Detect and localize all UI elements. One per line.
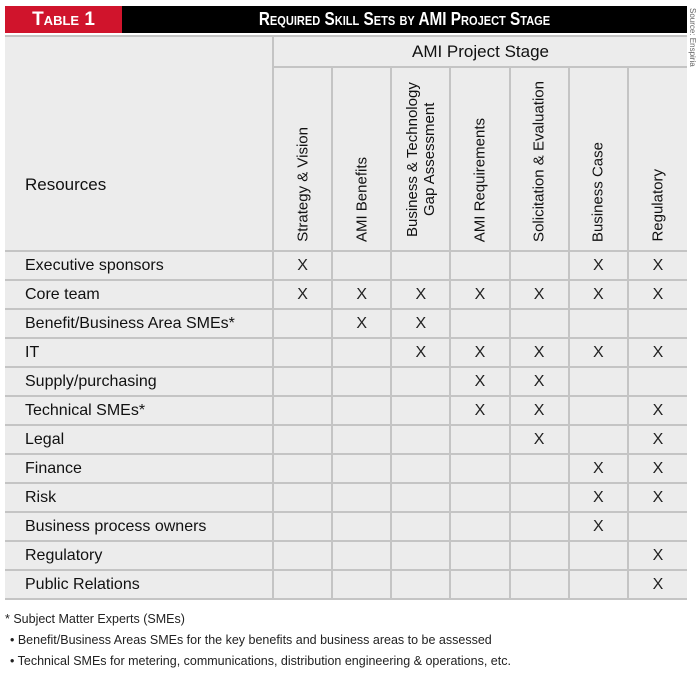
- stage-cell: [391, 570, 450, 599]
- stage-cell: [391, 483, 450, 512]
- table-row: [5, 251, 687, 280]
- stage-cell: [273, 483, 332, 512]
- stage-cell: [273, 309, 332, 338]
- table-row: [5, 483, 687, 512]
- stage-cell: [332, 338, 391, 367]
- stage-cell: [273, 454, 332, 483]
- table-row: [5, 512, 687, 541]
- column-header: [569, 67, 628, 251]
- skills-table: [5, 35, 687, 600]
- stage-cell: [273, 541, 332, 570]
- stage-cell: [450, 425, 509, 454]
- stage-cell: [391, 425, 450, 454]
- stage-cell: [332, 541, 391, 570]
- table-row: [5, 396, 687, 425]
- stage-cell: X: [569, 454, 628, 483]
- column-header-label: Strategy & Vision: [294, 127, 312, 242]
- stage-cell: [510, 454, 569, 483]
- resource-label: Supply/purchasing: [5, 367, 273, 396]
- stage-cell: [332, 483, 391, 512]
- stage-cell: X: [450, 280, 509, 309]
- stage-cell: [510, 512, 569, 541]
- stage-cell: [510, 483, 569, 512]
- stage-cell: X: [391, 280, 450, 309]
- footnote-benefit: • Benefit/Business Areas SMEs for the key benefits and business areas to be assessed: [10, 633, 492, 647]
- stage-cell: X: [628, 396, 687, 425]
- table-row: [5, 309, 687, 338]
- stage-cell: X: [628, 338, 687, 367]
- stage-cell: [510, 541, 569, 570]
- stage-cell: [510, 309, 569, 338]
- stage-cell: X: [450, 396, 509, 425]
- resource-label: Technical SMEs*: [5, 396, 273, 425]
- stage-cell: [391, 367, 450, 396]
- column-header-label: Regulatory: [649, 169, 667, 242]
- column-header: [391, 67, 450, 251]
- stage-cell: [450, 251, 509, 280]
- stage-cell: X: [569, 483, 628, 512]
- stage-cell: [273, 570, 332, 599]
- footnote-sme: * Subject Matter Experts (SMEs): [5, 612, 185, 626]
- stage-cell: [628, 309, 687, 338]
- stage-cell: X: [569, 251, 628, 280]
- stage-cell: [628, 367, 687, 396]
- resource-label: Benefit/Business Area SMEs*: [5, 309, 273, 338]
- resource-label: Core team: [5, 280, 273, 309]
- table-row: [5, 541, 687, 570]
- stage-cell: [332, 396, 391, 425]
- stage-cell: X: [510, 396, 569, 425]
- stage-cell: X: [450, 367, 509, 396]
- stage-cell: X: [628, 570, 687, 599]
- stage-cell: X: [332, 280, 391, 309]
- stage-cell: [628, 512, 687, 541]
- resource-label: Public Relations: [5, 570, 273, 599]
- stage-cell: [332, 454, 391, 483]
- stage-cell: X: [273, 251, 332, 280]
- stage-cell: [391, 454, 450, 483]
- resources-header: Resources: [5, 36, 273, 251]
- stage-cell: [273, 425, 332, 454]
- resource-label: Executive sponsors: [5, 251, 273, 280]
- stage-cell: [273, 512, 332, 541]
- stage-cell: X: [569, 280, 628, 309]
- stage-cell: [450, 570, 509, 599]
- stage-cell: X: [391, 338, 450, 367]
- stage-cell: X: [510, 425, 569, 454]
- stage-cell: X: [391, 309, 450, 338]
- stage-cell: [569, 425, 628, 454]
- stage-cell: [332, 251, 391, 280]
- resource-label: Regulatory: [5, 541, 273, 570]
- stage-cell: [391, 512, 450, 541]
- stage-cell: X: [628, 454, 687, 483]
- stage-cell: [332, 512, 391, 541]
- stage-cell: [332, 367, 391, 396]
- stage-cell: [450, 512, 509, 541]
- title-bar: [5, 6, 687, 33]
- column-header-label: Business Case: [589, 141, 607, 242]
- stage-cell: [332, 425, 391, 454]
- resource-label: Business process owners: [5, 512, 273, 541]
- table-row: [5, 338, 687, 367]
- stage-cell: X: [569, 512, 628, 541]
- stage-cell: X: [510, 367, 569, 396]
- stage-cell: [569, 309, 628, 338]
- stage-cell: X: [510, 338, 569, 367]
- resource-label: Finance: [5, 454, 273, 483]
- table-row: [5, 425, 687, 454]
- column-header: [628, 67, 687, 251]
- source-credit: Source: Enspiria: [688, 8, 697, 67]
- stage-cell: [450, 454, 509, 483]
- stage-cell: [332, 570, 391, 599]
- column-header-label: Solicitation & Evaluation: [530, 81, 548, 242]
- stage-cell: X: [628, 251, 687, 280]
- stage-cell: X: [628, 541, 687, 570]
- stage-cell: [273, 396, 332, 425]
- column-header-label: Business & Technology Gap Assessment: [403, 82, 438, 237]
- column-header: [450, 67, 509, 251]
- stage-cell: [450, 309, 509, 338]
- stage-cell: X: [273, 280, 332, 309]
- resource-label: IT: [5, 338, 273, 367]
- stage-cell: [510, 251, 569, 280]
- column-header: [332, 67, 391, 251]
- stage-cell: [569, 367, 628, 396]
- stage-cell: [391, 251, 450, 280]
- stage-cell: [569, 541, 628, 570]
- column-header-label: AMI Requirements: [471, 117, 489, 242]
- stage-cell: [569, 570, 628, 599]
- stage-cell: [273, 367, 332, 396]
- resource-label: Legal: [5, 425, 273, 454]
- stage-cell: X: [332, 309, 391, 338]
- stage-cell: [510, 570, 569, 599]
- table-row: [5, 280, 687, 309]
- stage-cell: X: [628, 483, 687, 512]
- column-header-label: AMI Benefits: [353, 156, 371, 242]
- stage-cell: [391, 396, 450, 425]
- stage-cell: X: [510, 280, 569, 309]
- resource-label: Risk: [5, 483, 273, 512]
- column-header: [510, 67, 569, 251]
- stage-cell: [273, 338, 332, 367]
- stage-cell: X: [628, 280, 687, 309]
- table-title: Required Skill Sets by AMI Project Stage: [258, 9, 551, 29]
- stage-cell: [391, 541, 450, 570]
- stage-cell: [569, 396, 628, 425]
- table-row: [5, 367, 687, 396]
- stage-header: AMI Project Stage: [273, 36, 687, 67]
- stage-cell: X: [569, 338, 628, 367]
- column-header: [273, 67, 332, 251]
- footnote-technical: • Technical SMEs for metering, communications, distribution engineering & operations, etc.: [10, 654, 511, 668]
- table-row: [5, 454, 687, 483]
- stage-cell: [450, 483, 509, 512]
- stage-cell: X: [450, 338, 509, 367]
- table-row: [5, 570, 687, 599]
- stage-cell: X: [628, 425, 687, 454]
- stage-cell: [450, 541, 509, 570]
- table-number: Table 1: [5, 6, 122, 33]
